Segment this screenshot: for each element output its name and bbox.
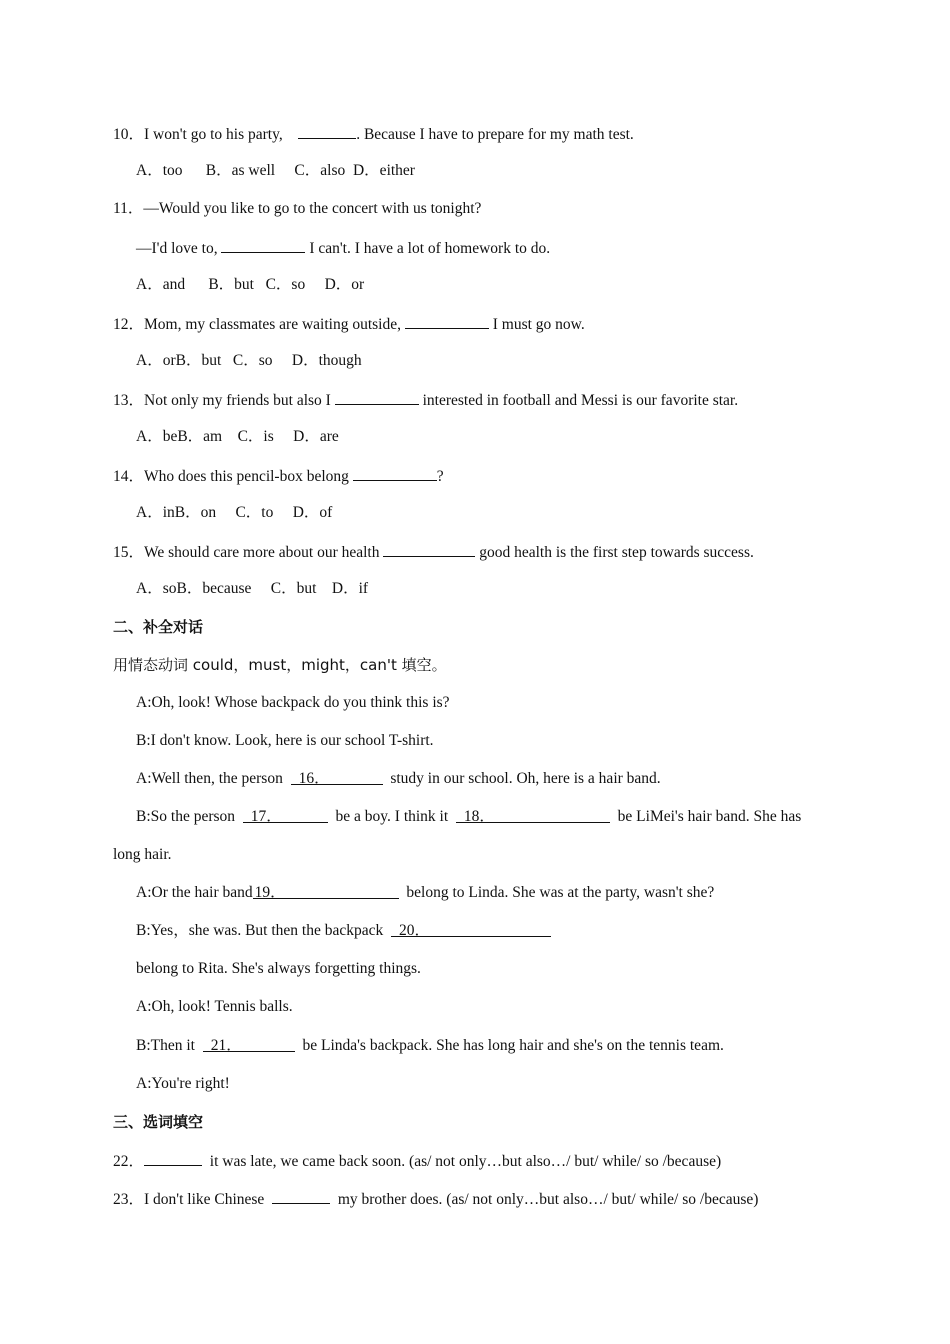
question-12: 12．Mom, my classmates are waiting outside, I must go now. [113, 313, 585, 335]
dialogue-line-7: A:Oh, look! Tennis balls. [136, 998, 293, 1015]
section-3-title: 三、选词填空 [113, 1113, 204, 1131]
question-10: 10．I won't go to his party, . Because I have to prepare for my math test. [113, 123, 634, 145]
question-13-options: A．beB．am C．is D．are [136, 428, 339, 445]
answer-blank-17[interactable]: 17． [243, 807, 328, 823]
dialogue-line-6-cont: belong to Rita. She's always forgetting things. [136, 960, 421, 977]
answer-blank[interactable] [221, 237, 305, 253]
answer-blank[interactable] [405, 313, 489, 329]
dialogue-line-4: B:So the person 17． be a boy. I think it 18． be LiMei's hair band. She has [136, 808, 802, 825]
answer-blank-18[interactable]: 18． [456, 807, 610, 823]
question-14: 14．Who does this pencil-box belong ? [113, 465, 444, 487]
question-11-options: A．and B．but C．so D．or [136, 276, 365, 293]
section-2-instruction: 用情态动词 could，must，might，can't 填空。 [113, 656, 447, 674]
question-14-options: A．inB．on C．to D．of [136, 504, 333, 521]
dialogue-line-1: A:Oh, look! Whose backpack do you think this is? [136, 694, 450, 711]
dialogue-line-9: A:You're right! [136, 1075, 230, 1092]
section-2-title: 二、补全对话 [113, 618, 204, 636]
question-10-options: A．too B．as well C．also D．either [136, 162, 415, 179]
question-13: 13．Not only my friends but also I interested in football and Messi is our favorite star. [113, 389, 738, 411]
question-15: 15．We should care more about our health good health is the first step towards success. [113, 541, 754, 563]
dialogue-line-8: B:Then it 21． be Linda's backpack. She has long hair and she's on the tennis team. [136, 1037, 724, 1054]
answer-blank[interactable] [335, 389, 419, 405]
question-12-options: A．orB．but C．so D．though [136, 352, 362, 369]
question-23: 23．I don't like Chinese my brother does. (as/ not only…but also…/ but/ while/ so /because) [113, 1188, 758, 1210]
answer-blank[interactable] [298, 123, 356, 139]
dialogue-line-2: B:I don't know. Look, here is our school T-shirt. [136, 732, 434, 749]
question-15-options: A．soB．because C．but D．if [136, 580, 369, 597]
dialogue-line-4-cont: long hair. [113, 846, 172, 863]
question-11: 11．—Would you like to go to the concert with us tonight? [113, 200, 482, 217]
answer-blank-23[interactable] [272, 1188, 330, 1204]
dialogue-line-6: B:Yes，she was. But then the backpack 20． [136, 921, 551, 941]
answer-blank-22[interactable] [144, 1150, 202, 1166]
answer-blank[interactable] [383, 541, 475, 557]
answer-blank-21[interactable]: 21． [203, 1036, 295, 1052]
question-22: 22． it was late, we came back soon. (as/ not only…but also…/ but/ while/ so /because) [113, 1150, 721, 1172]
answer-blank[interactable] [353, 465, 437, 481]
dialogue-line-5: A:Or the hair band 19． belong to Linda. She was at the party, wasn't she? [136, 884, 715, 901]
answer-blank-20[interactable]: 20． [391, 921, 551, 937]
answer-blank-16[interactable]: 16． [291, 769, 383, 785]
answer-blank-19[interactable]: 19． [253, 883, 399, 899]
dialogue-line-3: A:Well then, the person 16． study in our school. Oh, here is a hair band. [136, 770, 661, 787]
question-11-reply: —I'd love to, I can't. I have a lot of homework to do. [136, 237, 550, 259]
